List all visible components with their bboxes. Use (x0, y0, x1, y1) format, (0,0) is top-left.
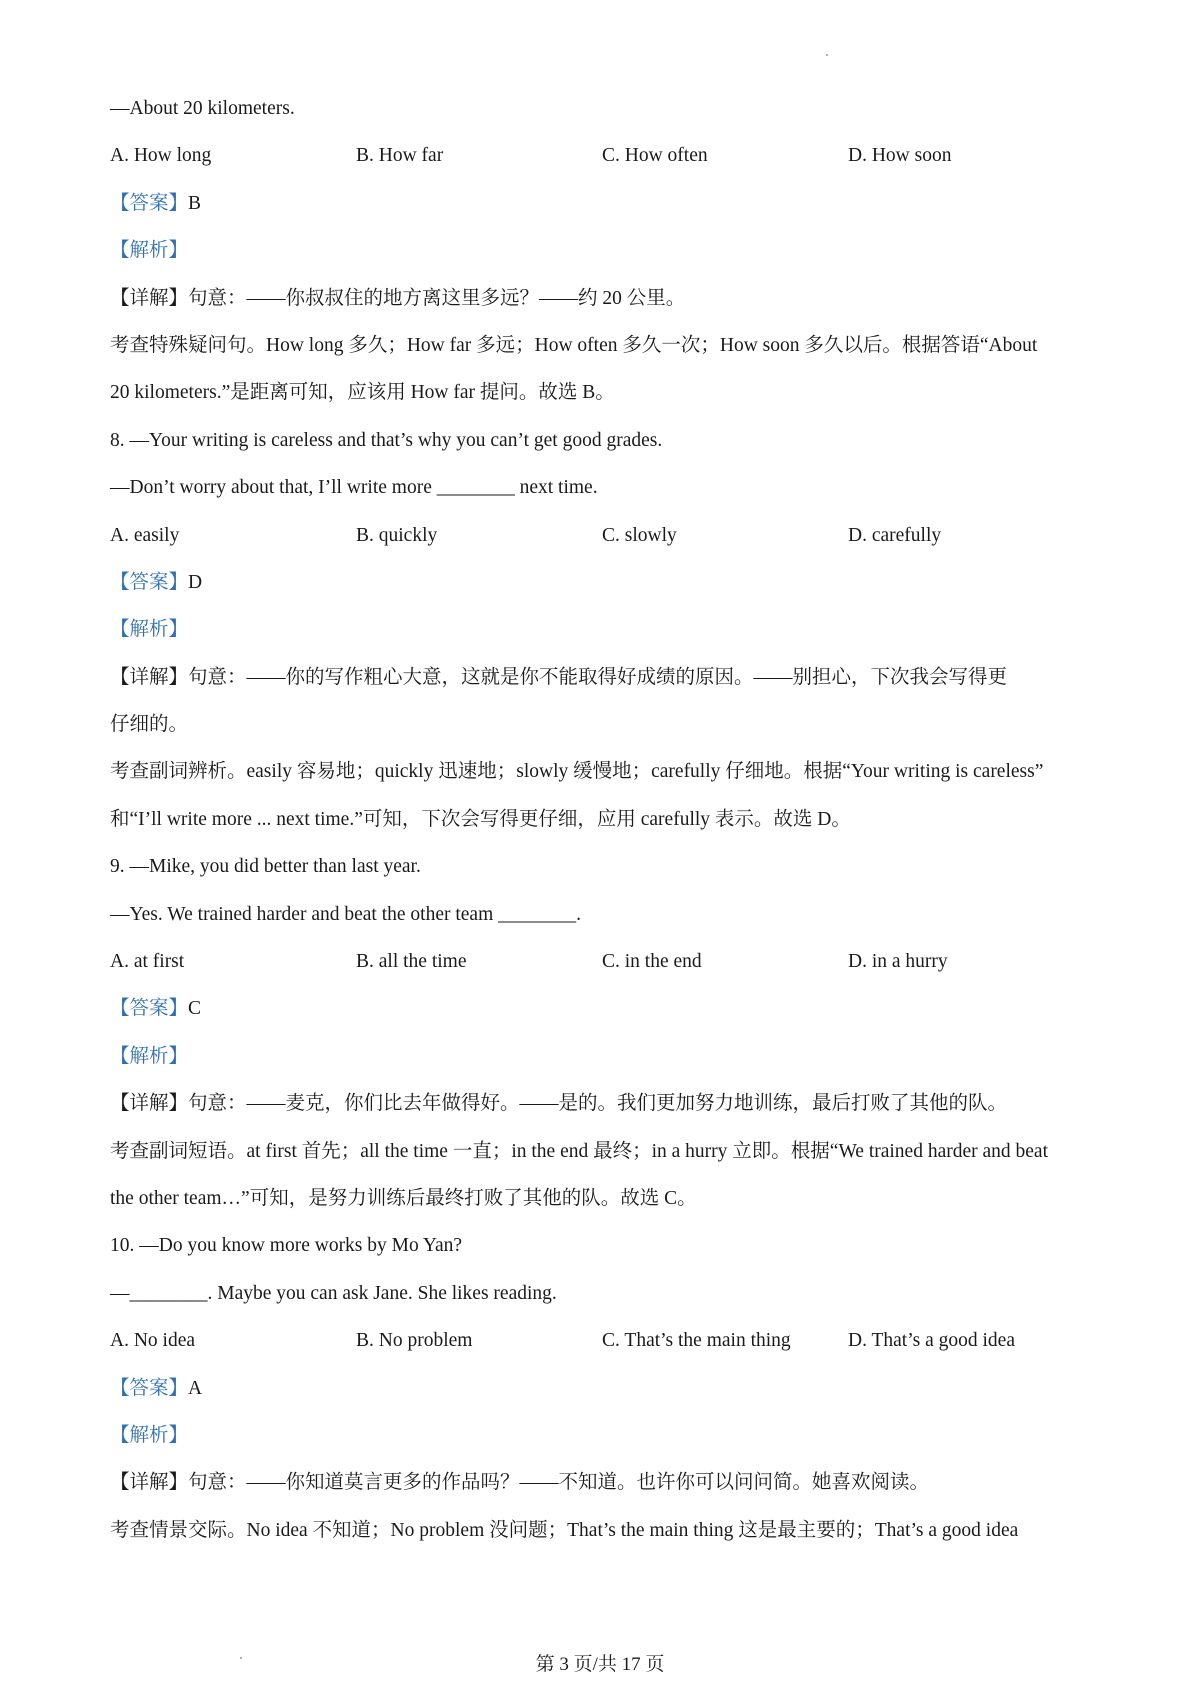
q7-option-a: A. How long (110, 145, 212, 167)
q8-reply: —Don’t worry about that, I’ll write more ________ next time. (110, 477, 598, 499)
q10-explain-line-1: 考查情景交际。No idea 不知道；No problem 没问题；That’s the main thing 这是最主要的；That’s a good idea (110, 1519, 1019, 1541)
answer-label: 【答案】 (110, 1377, 189, 1399)
q9-option-d: D. in a hurry (848, 951, 948, 973)
detail-text: 句意：——你知道莫言更多的作品吗？——不知道。也许你可以问问简。她喜欢阅读。 (188, 1472, 930, 1494)
q9-option-a: A. at first (110, 951, 185, 973)
q10-option-c: C. That’s the main thing (602, 1330, 791, 1352)
q8-option-b: B. quickly (356, 524, 438, 546)
q7-option-b: B. How far (356, 145, 444, 167)
analysis-label: 【解析】 (110, 619, 189, 641)
q7-detail (110, 287, 1110, 334)
detail-label: 【详解】 (110, 666, 189, 688)
analysis-label: 【解析】 (110, 1424, 189, 1446)
q10-option-d: D. That’s a good idea (848, 1330, 1015, 1352)
q9-reply: —Yes. We trained harder and beat the other team ________. (110, 903, 581, 925)
q7-reply: —About 20 kilometers. (110, 98, 295, 119)
q8-question: 8. —Your writing is careless and that’s why you can’t get good grades. (110, 429, 663, 451)
q9-question: 9. —Mike, you did better than last year. (110, 856, 421, 878)
q7-analysis (110, 239, 1110, 286)
detail-text: 句意：——你叔叔住的地方离这里多远？——约 20 公里。 (188, 287, 686, 309)
analysis-label: 【解析】 (110, 240, 189, 262)
scan-speck (826, 54, 828, 56)
q8-option-d: D. carefully (848, 524, 942, 546)
q7-answer (110, 192, 1110, 239)
q10-answer (110, 1377, 1110, 1424)
answer-value: B (188, 192, 202, 214)
answer-value: D (188, 571, 203, 593)
q9-options (110, 950, 1110, 997)
q10-reply: —________. Maybe you can ask Jane. She likes reading. (110, 1282, 557, 1304)
q9-detail (110, 1092, 1110, 1139)
page-content (110, 97, 1110, 1566)
detail-text: 句意：——你的写作粗心大意，这就是你不能取得好成绩的原因。——别担心，下次我会写得更 (188, 666, 1008, 688)
answer-label: 【答案】 (110, 192, 189, 214)
q10-options (110, 1329, 1110, 1376)
q9-explain-line-1: 考查副词短语。at first 首先；all the time 一直；in the end 最终；in a hurry 立即。根据“We trained harder and beat (110, 1140, 1049, 1162)
q9-option-c: C. in the end (602, 951, 702, 973)
q9-analysis (110, 1045, 1110, 1092)
answer-label: 【答案】 (110, 998, 189, 1020)
q10-detail (110, 1471, 1110, 1518)
detail-label: 【详解】 (110, 287, 189, 309)
q10-option-a: A. No idea (110, 1330, 196, 1352)
q7-option-c: C. How often (602, 145, 708, 167)
q8-explain-line-1: 考查副词辨析。easily 容易地；quickly 迅速地；slowly 缓慢地；carefully 仔细地。根据“Your writing is careless” (110, 761, 1044, 783)
q8-explain-line-2: 和“I’ll write more ... next time.”可知，下次会写得更仔细，应用 carefully 表示。故选 D。 (110, 808, 851, 830)
q7-explain-line-1: 考查特殊疑问句。How long 多久；How far 多远；How often 多久一次；How soon 多久以后。根据答语“About (110, 334, 1038, 356)
q10-question: 10. —Do you know more works by Mo Yan? (110, 1235, 463, 1257)
q8-option-c: C. slowly (602, 524, 677, 546)
detail-text: 句意：——麦克，你们比去年做得好。——是的。我们更加努力地训练，最后打败了其他的队。 (188, 1093, 1008, 1115)
q10-analysis (110, 1424, 1110, 1471)
q10-option-b: B. No problem (356, 1330, 473, 1352)
q8-answer (110, 571, 1110, 618)
q7-explain-line-2: 20 kilometers.”是距离可知，应该用 How far 提问。故选 B。 (110, 382, 615, 404)
q8-options (110, 524, 1110, 571)
q8-detail-line-2: 仔细的。 (110, 714, 189, 736)
q8-analysis (110, 618, 1110, 665)
answer-value: A (188, 1377, 203, 1399)
q9-explain-line-2: the other team…”可知，是努力训练后最终打败了其他的队。故选 C。 (110, 1187, 697, 1209)
page-footer: 第 3 页/共 17 页 (535, 1654, 665, 1675)
q7-options (110, 144, 1110, 191)
answer-value: C (188, 998, 202, 1020)
q8-detail (110, 666, 1110, 713)
q9-answer (110, 997, 1110, 1044)
analysis-label: 【解析】 (110, 1045, 189, 1067)
q7-option-d: D. How soon (848, 145, 952, 167)
detail-label: 【详解】 (110, 1472, 189, 1494)
detail-label: 【详解】 (110, 1093, 189, 1115)
answer-label: 【答案】 (110, 571, 189, 593)
q9-option-b: B. all the time (356, 951, 467, 973)
q8-option-a: A. easily (110, 524, 180, 546)
